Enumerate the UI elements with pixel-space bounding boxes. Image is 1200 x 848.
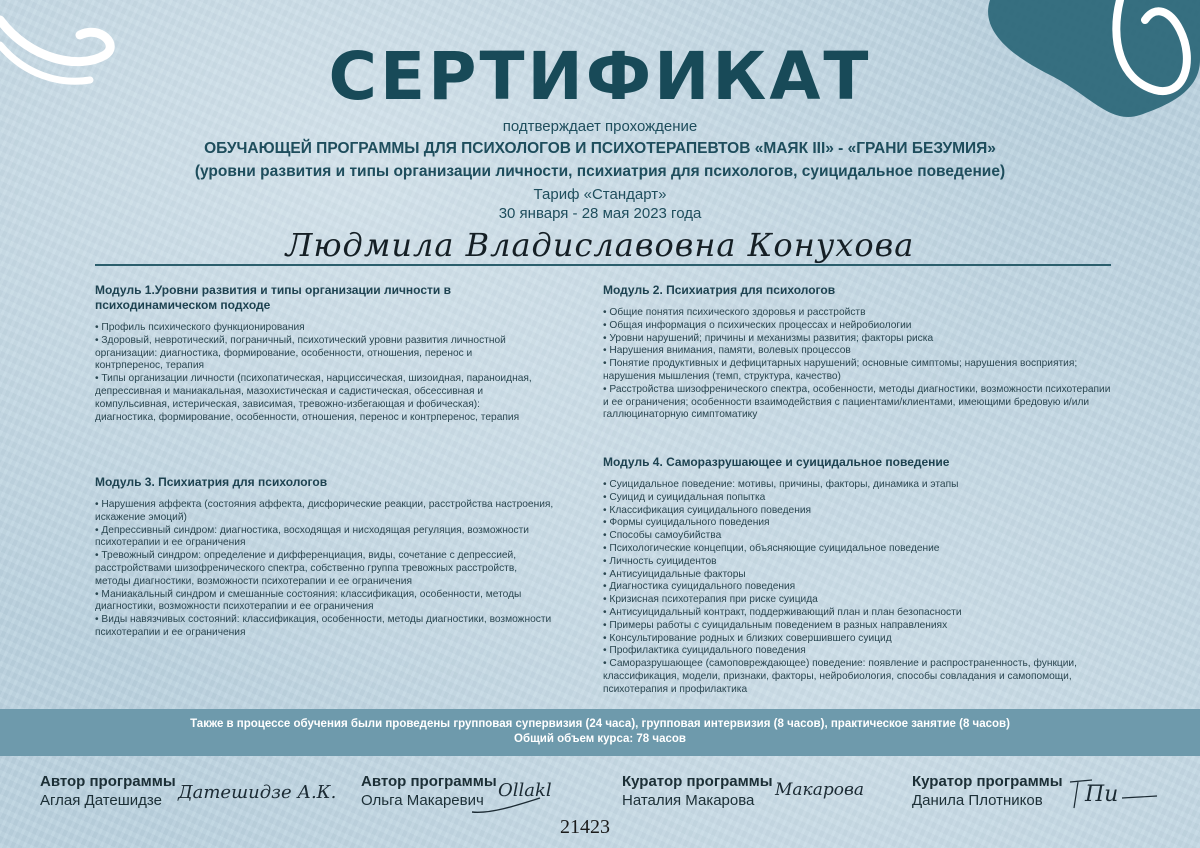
- signature-flourish: [1062, 776, 1162, 812]
- recipient-name: Людмила Владиславовна Конухова: [285, 226, 915, 264]
- certificate-number: 21423: [560, 816, 610, 838]
- signature-role: Автор программы: [361, 773, 497, 790]
- module-item: • Личность суицидентов: [603, 555, 717, 567]
- signature-block-author-1: [40, 773, 176, 809]
- signature-name: Ольга Макаревич: [361, 792, 484, 809]
- module-3: [95, 475, 555, 640]
- course-dates: 30 января - 28 мая 2023 года: [498, 205, 702, 222]
- signature-block-curator-2: [912, 773, 1063, 809]
- handwritten-signature: Макарова: [775, 780, 864, 800]
- module-item: • Суицид и суицидальная попытка: [603, 491, 766, 503]
- module-title: Модуль 2. Психиатрия для психологов: [603, 283, 836, 297]
- module-2: [603, 283, 1113, 422]
- module-item: • Понятие продуктивных и дефицитарных нарушений; основные симптомы; нарушения восприятия; нарушения мышления (темп, структура, качество): [603, 358, 1078, 382]
- module-item: • Суицидальное поведение: мотивы, причины, факторы, динамика и этапы: [603, 479, 959, 490]
- program-title: ОБУЧАЮЩЕЙ ПРОГРАММЫ ДЛЯ ПСИХОЛОГОВ И ПСИХОТЕРАПЕВТОВ «МАЯК III» - «ГРАНИ БЕЗУМИЯ»: [204, 140, 996, 157]
- handwritten-signature: Ollakl: [498, 780, 552, 801]
- module-title: Модуль 4. Саморазрушающее и суицидальное поведение: [603, 455, 950, 469]
- module-item: • Общие понятия психического здоровья и расстройств: [603, 307, 866, 318]
- module-item: • Типы организации личности (психопатическая, нарциссическая, шизоидная, параноидная, депрессивная и маниакальная, мазохистическая и садистическая, обсессивная и компульсивная, истерическая, зависимая, тревожно-избегающая и фобическая): диагностика, формирование, особенности, отношения, перенос и контрперенос, терапия: [95, 373, 532, 423]
- module-item: • Общая информация о психических процессах и нейробиологии: [603, 319, 912, 331]
- summary-activities: Также в процессе обучения были проведены групповая супервизия (24 часа), групповая интервизия (8 часов), практическое занятие (8 часов): [190, 718, 1010, 730]
- module-item: • Консультирование родных и близких совершившего суицид: [603, 632, 892, 644]
- signature-flourish: [470, 792, 550, 816]
- module-title: Модуль 3. Психиатрия для психологов: [95, 475, 328, 489]
- confirms-text: подтверждает прохождение: [502, 118, 698, 135]
- module-4: [603, 455, 1113, 697]
- module-item: • Формы суицидального поведения: [603, 517, 770, 529]
- module-item: • Нарушения аффекта (состояния аффекта, дисфорические реакции, расстройства настроения, искажение эмоций): [95, 499, 554, 523]
- module-item: • Здоровый, невротический, пограничный, психотический уровни развития личностной организации: диагностика, формирование, особенности, отношения, перенос и контрперенос, терапия: [95, 334, 506, 372]
- module-item: • Расстройства шизофренического спектра, особенности, методы диагностики, возможности психотерапии и ее ограничения; особенности взаимодействия с пациентами/клиентами, имеющими бредовую и/или галлюцинаторную симптоматику: [603, 383, 1111, 421]
- signature-name: Данила Плотников: [912, 792, 1043, 809]
- module-item: • Тревожный синдром: определение и дифференциация, виды, сочетание с депрессией, расстройствами шизофренического спектра, собственно группа тревожных расстройств, методы диагностики, возможности психотерапии и ее ограничения: [95, 550, 518, 587]
- signature-name: Наталия Макарова: [622, 792, 755, 809]
- course-summary-band: [0, 709, 1200, 756]
- handwritten-signature: Пи: [1085, 782, 1119, 807]
- module-item: • Саморазрушающее (самоповреждающее) поведение: появление и распространенность, функции, классификация, модели, признаки, факторы, нейробиология, способы совладания и самопомощи, психотерапия и профилактика: [603, 658, 1077, 695]
- module-item: • Антисуицидальный контракт, поддерживающий план и план безопасности: [603, 606, 962, 618]
- module-item: • Виды навязчивых состояний: классификация, особенности, методы диагностики, возможности психотерапии и ее ограничения: [95, 614, 552, 638]
- module-item: • Нарушения внимания, памяти, волевых процессов: [603, 345, 851, 357]
- summary-total-hours: Общий объем курса: 78 часов: [514, 733, 686, 745]
- module-item: • Депрессивный синдром: диагностика, восходящая и нисходящая регуляция, возможности психотерапии и ее ограничения: [95, 524, 529, 549]
- module-item: • Способы самоубийства: [603, 530, 722, 542]
- module-item: • Классификация суицидального поведения: [603, 504, 812, 516]
- certificate-title: СЕРТИФИКАТ: [328, 38, 872, 115]
- signature-role: Куратор программы: [622, 773, 773, 790]
- module-1: [95, 283, 540, 424]
- module-item: • Примеры работы с суицидальным поведением в разных направлениях: [603, 619, 948, 631]
- module-item: • Профиль психического функционирования: [95, 322, 305, 333]
- module-item: • Маниакальный синдром и смешанные состояния: классификация, особенности, методы диагностики, возможности психотерапии и ее ограничения: [95, 588, 522, 613]
- signature-role: Куратор программы: [912, 773, 1063, 790]
- name-underline: [95, 264, 1111, 266]
- signature-role: Автор программы: [40, 773, 176, 790]
- module-item: • Профилактика суицидального поведения: [603, 645, 806, 657]
- module-item: • Антисуицидальные факторы: [603, 568, 746, 580]
- module-item: • Кризисная психотерапия при риске суицида: [603, 594, 818, 606]
- tariff-text: Тариф «Стандарт»: [533, 186, 667, 203]
- module-title: Модуль 1.Уровни развития и типы организации личности в психодинамическом подходе: [95, 283, 451, 312]
- signature-block-curator-1: [622, 773, 773, 809]
- module-item: • Уровни нарушений; причины и механизмы развития; факторы риска: [603, 332, 934, 344]
- module-item: • Психологические концепции, объясняющие суицидальное поведение: [603, 542, 940, 554]
- module-item: • Диагностика суицидального поведения: [603, 581, 796, 593]
- signature-name: Аглая Датешидзе: [40, 792, 162, 809]
- program-subtitle: (уровни развития и типы организации личности, психиатрия для психологов, суицидальное поведение): [194, 163, 1006, 180]
- handwritten-signature: Датешидзе А.К.: [178, 782, 337, 803]
